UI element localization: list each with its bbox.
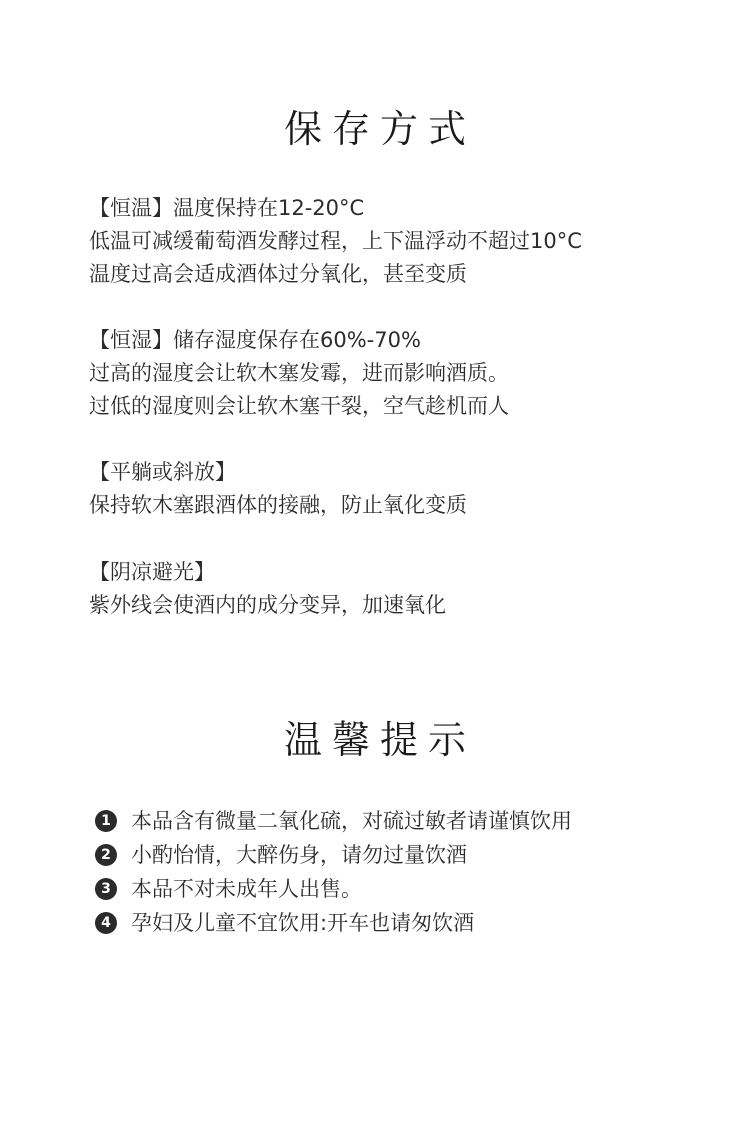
section-line: 保持软木塞跟酒体的接融，防止氧化变质 xyxy=(89,493,467,517)
tip-item xyxy=(95,804,572,838)
tip-text: 本品不对未成年人出售。 xyxy=(131,877,362,901)
tip-text: 本品含有微量二氧化硫，对硫过敏者请谨慎饮用 xyxy=(131,809,572,833)
section-line: 紫外线会使酒内的成分变异，加速氧化 xyxy=(89,593,446,617)
section-line: 过低的湿度则会让软木塞干裂，空气趁机而人 xyxy=(89,394,509,418)
section-constant-humidity xyxy=(89,324,509,423)
section-line: 低温可减缓葡萄酒发酵过程，上下温浮动不超过10°C xyxy=(89,229,582,253)
number-badge-icon: 4 xyxy=(95,912,117,934)
number-badge-icon: 1 xyxy=(95,810,117,832)
storage-method-title: 保存方式 xyxy=(283,107,476,151)
number-badge-icon: 3 xyxy=(95,878,117,900)
section-line: 过高的湿度会让软木塞发霉，进而影响酒质。 xyxy=(89,361,509,385)
section-lay-flat xyxy=(89,456,467,522)
section-cool-dark xyxy=(89,556,446,622)
section-label: 【阴凉避光】 xyxy=(89,560,215,584)
section-constant-temperature xyxy=(89,192,582,291)
section-label: 【平躺或斜放】 xyxy=(89,460,236,484)
section-line: 温度过高会适成酒体过分氧化，甚至变质 xyxy=(89,262,467,286)
number-badge-icon: 2 xyxy=(95,844,117,866)
tip-item xyxy=(95,872,572,906)
section-label: 【恒温】温度保持在12-20°C xyxy=(89,196,365,220)
tips-list xyxy=(95,804,572,940)
section-label: 【恒湿】储存湿度保存在60%-70% xyxy=(89,328,421,352)
warm-tips-title: 温馨提示 xyxy=(283,718,476,762)
tip-text: 孕妇及儿童不宜饮用:开车也请匆饮酒 xyxy=(131,911,475,935)
tip-text: 小酌怡情，大醉伤身，请勿过量饮酒 xyxy=(131,843,467,867)
tip-item xyxy=(95,906,572,940)
tip-item xyxy=(95,838,572,872)
